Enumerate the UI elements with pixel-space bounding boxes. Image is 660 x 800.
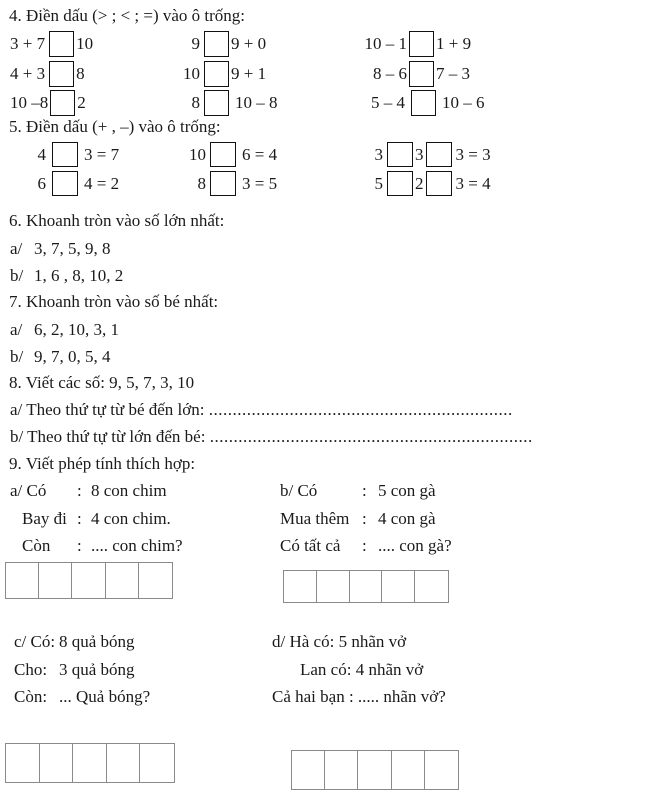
ex4-r2c1-rhs: 8 — [76, 64, 85, 83]
answer-cell[interactable] — [6, 563, 39, 598]
ex4-r1c1-rhs: 10 — [76, 34, 94, 53]
answer-cell[interactable] — [415, 571, 448, 602]
ex9-d-l3-label: Cả hai bạn : — [272, 687, 354, 706]
ex9-b-l3-value: .... con gà? — [378, 536, 452, 555]
ex5-r1c2-answer-box[interactable] — [210, 142, 236, 167]
ex9-part-d-line-1 — [272, 632, 406, 652]
ex8-line-a-blank[interactable]: ................................................................ — [208, 400, 513, 419]
ex9-a-l3-value: .... con chim? — [91, 536, 183, 555]
answer-cell[interactable] — [139, 563, 172, 598]
ex9-part-c-answer-grid[interactable] — [5, 743, 175, 783]
ex4-r2c1-answer-box[interactable] — [49, 61, 74, 87]
ex9-c-l2-value: 3 quả bóng — [59, 660, 135, 679]
ex7-item-a-values: 6, 2, 10, 3, 1 — [34, 320, 119, 339]
ex5-r1c2-right: 6 = 4 — [242, 144, 278, 164]
ex9-part-c-line-1 — [14, 632, 135, 652]
ex9-b-l1-value: 5 con gà — [378, 481, 436, 500]
ex4-r1c3-lhs: 10 – 1 — [364, 34, 407, 53]
ex4-r2c3-lhs: 8 – 6 — [373, 64, 407, 83]
answer-cell[interactable] — [6, 744, 40, 782]
ex4-row-3-col-3 — [350, 90, 560, 116]
ex9-part-d-line-3 — [272, 687, 446, 707]
ex8-line-b — [10, 427, 533, 447]
ex4-r2c2-answer-box[interactable] — [204, 61, 229, 87]
ex4-row-1-col-2 — [150, 31, 290, 57]
answer-cell[interactable] — [39, 563, 72, 598]
ex4-r3c3-lhs: 5 – 4 — [371, 93, 405, 112]
answer-cell[interactable] — [72, 563, 105, 598]
exercise-6-heading: 6. Khoanh tròn vào số lớn nhất: — [9, 211, 225, 230]
ex9-d-l3-value: ..... nhãn vở? — [357, 687, 446, 706]
ex5-r2c3-left: 5 — [374, 173, 383, 193]
ex5-r2c2-answer-box[interactable] — [210, 171, 236, 196]
ex8-line-b-label: b/ Theo thứ tự từ lớn đến bé: — [10, 427, 206, 446]
ex9-part-b-line-1 — [280, 481, 436, 501]
ex5-r1c3-right: 3 = 3 — [455, 144, 491, 164]
ex9-c-l3-value: ... Quả bóng? — [59, 687, 151, 706]
ex9-c-l3-label: Còn: — [14, 687, 48, 706]
ex4-r2c3-rhs: 7 – 3 — [436, 64, 470, 83]
ex9-c-l2-label: Cho: — [14, 660, 48, 679]
ex5-r2c3-answer-box-2[interactable] — [426, 171, 452, 196]
answer-cell[interactable] — [392, 751, 425, 789]
ex5-r2c3-mid: 2 — [415, 173, 424, 193]
answer-cell[interactable] — [40, 744, 74, 782]
ex4-row-1-col-3 — [350, 31, 550, 57]
ex9-b-l2-value: 4 con gà — [378, 509, 436, 528]
ex6-item-b-values: 1, 6 , 8, 10, 2 — [34, 266, 124, 285]
ex4-r1c2-lhs: 9 — [191, 34, 200, 53]
ex4-r3c2-lhs: 8 — [191, 93, 200, 112]
answer-cell[interactable] — [325, 751, 358, 789]
ex9-b-l1-sep: : — [362, 481, 367, 500]
ex4-r2c1-lhs: 4 + 3 — [10, 64, 46, 83]
ex5-r1c1-answer-box[interactable] — [52, 142, 78, 167]
ex5-r2c2-left: 8 — [197, 173, 206, 193]
ex9-a-l1-label: a/ Có — [10, 481, 47, 500]
ex4-r2c2-rhs: 9 + 1 — [231, 64, 267, 83]
ex5-r2c2-right: 3 = 5 — [242, 173, 278, 193]
ex5-row-1-col-1 — [28, 142, 119, 167]
ex6-item-a-label: a/ — [10, 239, 23, 258]
ex9-a-l3-label: Còn — [22, 536, 51, 555]
ex7-item-a-label: a/ — [10, 320, 23, 339]
exercise-4-heading: 4. Điền dấu (> ; < ; =) vào ô trống: — [9, 6, 246, 25]
ex9-c-l1-label: c/ Có: — [14, 632, 56, 651]
ex4-r3c3-rhs: 10 – 6 — [442, 93, 485, 112]
ex5-r1c3-left: 3 — [374, 144, 383, 164]
ex4-row-2-col-2 — [150, 61, 290, 87]
ex7-item-b-label: b/ — [10, 347, 24, 366]
ex4-r3c2-rhs: 10 – 8 — [235, 93, 278, 112]
ex4-r3c3-answer-box[interactable] — [411, 90, 436, 116]
answer-cell[interactable] — [350, 571, 383, 602]
ex9-d-l1-value: 5 nhãn vở — [338, 632, 407, 651]
answer-cell[interactable] — [358, 751, 391, 789]
ex4-r3c1-answer-box[interactable] — [50, 90, 75, 116]
ex9-part-b-answer-grid[interactable] — [283, 570, 449, 603]
ex5-row-2-col-1 — [28, 171, 119, 196]
ex4-r1c3-rhs: 1 + 9 — [436, 34, 472, 53]
ex9-a-l3-sep: : — [77, 536, 82, 555]
ex9-d-l1-label: d/ Hà có: — [272, 632, 335, 651]
answer-cell[interactable] — [292, 751, 325, 789]
ex4-r2c3-answer-box[interactable] — [409, 61, 434, 87]
ex9-b-l1-label: b/ Có — [280, 481, 318, 500]
ex5-row-2-col-2 — [180, 171, 277, 196]
ex9-part-a-line-1 — [10, 481, 167, 501]
exercise-8-heading: 8. Viết các số: 9, 5, 7, 3, 10 — [9, 373, 195, 392]
exercise-5-heading: 5. Điền dấu (+ , –) vào ô trống: — [9, 117, 221, 136]
ex4-row-2-col-1 — [10, 61, 85, 87]
ex9-part-a-answer-grid[interactable] — [5, 562, 173, 599]
ex4-r3c1-rhs: 2 — [77, 93, 86, 112]
exercise-9-heading: 9. Viết phép tính thích hợp: — [9, 454, 196, 473]
ex5-r2c1-left: 6 — [37, 173, 46, 193]
ex9-d-l2-label: Lan có: — [300, 660, 352, 679]
ex9-part-c-line-3 — [14, 687, 150, 707]
answer-cell[interactable] — [73, 744, 107, 782]
ex7-item-b — [10, 347, 111, 367]
ex8-line-a — [10, 400, 513, 420]
ex4-r1c2-rhs: 9 + 0 — [231, 34, 267, 53]
ex9-a-l2-value: 4 con chim. — [91, 509, 171, 528]
ex5-r2c3-right: 3 = 4 — [455, 173, 491, 193]
ex9-b-l3-sep: : — [362, 536, 367, 555]
ex6-item-a-values: 3, 7, 5, 9, 8 — [34, 239, 111, 258]
ex9-b-l3-label: Có tất cả — [280, 536, 341, 555]
answer-cell[interactable] — [425, 751, 458, 789]
ex5-r1c3-answer-box-2[interactable] — [426, 142, 452, 167]
ex9-a-l1-sep: : — [77, 481, 82, 500]
answer-cell[interactable] — [106, 563, 139, 598]
ex4-r2c2-lhs: 10 — [183, 64, 200, 83]
ex5-r2c1-right: 4 = 2 — [84, 173, 120, 193]
answer-cell[interactable] — [140, 744, 174, 782]
ex5-row-1-col-2 — [180, 142, 277, 167]
ex9-b-l2-label: Mua thêm — [280, 509, 350, 528]
ex9-part-d-answer-grid[interactable] — [291, 750, 459, 790]
ex6-item-b — [10, 266, 123, 286]
answer-cell[interactable] — [107, 744, 141, 782]
ex9-part-b-line-2 — [280, 509, 436, 529]
ex4-row-3-col-2 — [150, 90, 300, 116]
answer-cell[interactable] — [382, 571, 415, 602]
ex7-item-b-values: 9, 7, 0, 5, 4 — [34, 347, 111, 366]
ex9-part-b-line-3 — [280, 536, 452, 556]
ex9-part-a-line-2 — [10, 509, 171, 529]
ex8-line-b-blank[interactable]: .................................................................... — [209, 427, 533, 446]
answer-cell[interactable] — [284, 571, 317, 602]
ex4-r1c1-answer-box[interactable] — [49, 31, 74, 57]
ex5-r2c3-answer-box-1[interactable] — [387, 171, 413, 196]
ex9-b-l2-sep: : — [362, 509, 367, 528]
ex4-row-1-col-1 — [10, 31, 93, 57]
ex6-item-a — [10, 239, 111, 259]
ex9-d-l2-value: 4 nhãn vở — [355, 660, 424, 679]
ex4-row-2-col-3 — [350, 61, 550, 87]
ex4-r3c1-lhs: 10 –8 — [10, 93, 49, 112]
ex4-row-3-col-1 — [10, 90, 86, 116]
ex6-item-b-label: b/ — [10, 266, 24, 285]
ex4-r1c1-lhs: 3 + 7 — [10, 34, 46, 53]
ex8-line-a-label: a/ Theo thứ tự từ bé đến lớn: — [10, 400, 205, 419]
ex9-c-l1-value: 8 quả bóng — [59, 632, 135, 651]
ex7-item-a — [10, 320, 119, 340]
ex5-row-2-col-3 — [371, 171, 491, 196]
ex9-a-l1-value: 8 con chim — [91, 481, 167, 500]
ex9-part-a-line-3 — [10, 536, 183, 556]
ex9-part-d-line-2 — [300, 660, 423, 680]
ex5-r1c1-right: 3 = 7 — [84, 144, 120, 164]
ex9-part-c-line-2 — [14, 660, 135, 680]
ex9-a-l2-sep: : — [77, 509, 82, 528]
ex5-row-1-col-3 — [371, 142, 491, 167]
answer-cell[interactable] — [317, 571, 350, 602]
ex4-r1c2-answer-box[interactable] — [204, 31, 229, 57]
ex5-r2c1-answer-box[interactable] — [52, 171, 78, 196]
ex9-a-l2-label: Bay đi — [22, 509, 67, 528]
ex5-r1c2-left: 10 — [189, 144, 206, 164]
ex4-r3c2-answer-box[interactable] — [204, 90, 229, 116]
ex5-r1c1-left: 4 — [37, 144, 46, 164]
ex4-r1c3-answer-box[interactable] — [409, 31, 434, 57]
ex5-r1c3-mid: 3 — [415, 144, 424, 164]
ex5-r1c3-answer-box-1[interactable] — [387, 142, 413, 167]
exercise-7-heading: 7. Khoanh tròn vào số bé nhất: — [9, 292, 219, 311]
